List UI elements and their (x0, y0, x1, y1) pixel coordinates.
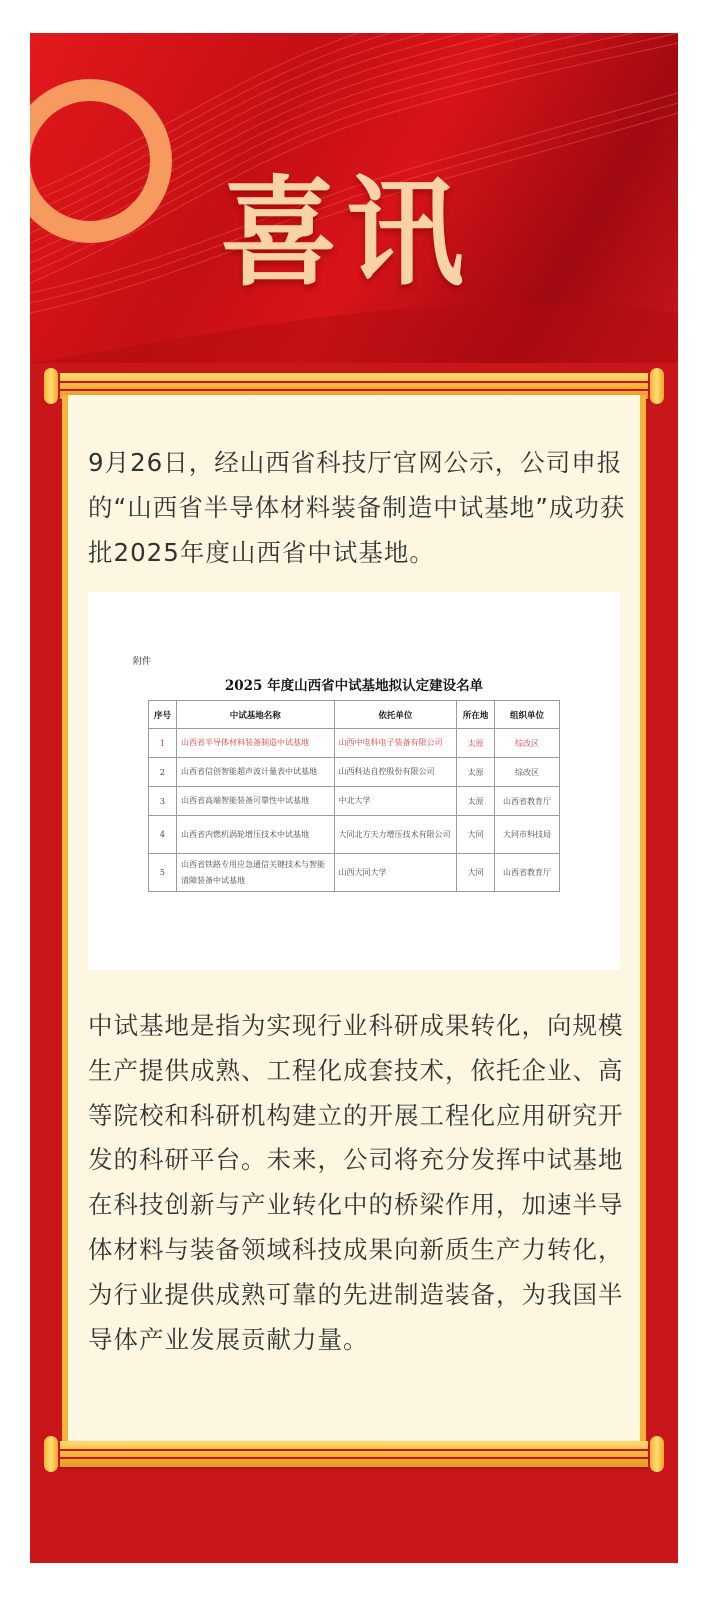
cell-host-unit: 大同北方天力增压技术有限公司 (334, 816, 457, 854)
banner-title: 喜讯 (220, 163, 473, 302)
cell-organizer: 山西省教育厅 (495, 787, 560, 816)
intro-paragraph: 9月26日，经山西省科技厅官网公示，公司申报的“山西省半导体材料装备制造中试基地”成功获批2025年度山西省中试基地。 (88, 448, 626, 567)
cell-index: 1 (149, 729, 177, 758)
cell-location: 太原 (457, 729, 495, 758)
attachment-label: 附件 (133, 657, 152, 667)
cell-location: 太原 (457, 787, 495, 816)
scroll-rod-bottom (46, 1441, 662, 1467)
document-image (88, 592, 620, 970)
cell-index: 2 (149, 758, 177, 787)
header-location: 所在地 (457, 701, 495, 729)
base-list-table (148, 700, 560, 892)
cell-host-unit: 山西中电科电子装备有限公司 (334, 729, 457, 758)
cell-organizer: 综改区 (495, 758, 560, 787)
table-row (149, 787, 560, 816)
cell-host-unit: 中北大学 (334, 787, 457, 816)
table-row (149, 729, 560, 758)
cell-base-name: 山西省高端智能装备可靠性中试基地 (176, 787, 334, 816)
cell-organizer: 综改区 (495, 729, 560, 758)
cell-base-name: 山西省信创智能超声波计量表中试基地 (176, 758, 334, 787)
body-paragraph: 中试基地是指为实现行业科研成果转化，向规模生产提供成熟、工程化成套技术，依托企业、高等院校和科研机构建立的开展工程化应用研究开发的科研平台。未来，公司将充分发挥中试基地在科技创新与产业转化中的桥梁作用，加速半导体材料与装备领域科技成果向新质生产力转化，为行业提供成熟可靠的先进制造装备，为我国半导体产业发展贡献力量。 (88, 1011, 624, 1354)
header-index: 序号 (149, 701, 177, 729)
cell-base-name: 山西省半导体材料装备制造中试基地 (176, 729, 334, 758)
cell-host-unit: 山西大同大学 (334, 854, 457, 892)
table-row (149, 854, 560, 892)
table-row (149, 758, 560, 787)
cell-location: 大同 (457, 816, 495, 854)
header-base-name: 中试基地名称 (176, 701, 334, 729)
cell-host-unit: 山西科达自控股份有限公司 (334, 758, 457, 787)
cell-location: 太原 (457, 758, 495, 787)
cell-location: 大同 (457, 854, 495, 892)
cell-organizer: 大同市科技局 (495, 816, 560, 854)
table-header-row (149, 701, 560, 729)
banner (30, 33, 678, 363)
table-row (149, 816, 560, 854)
cell-index: 4 (149, 816, 177, 854)
cell-index: 3 (149, 787, 177, 816)
cell-organizer: 山西省教育厅 (495, 854, 560, 892)
cell-base-name: 山西省铁路专用应急通信关键技术与智能清障装备中试基地 (176, 854, 334, 892)
document-title: 2025 年度山西省中试基地拟认定建设名单 (224, 678, 484, 694)
cell-base-name: 山西省内燃机涡轮增压技术中试基地 (176, 816, 334, 854)
header-host-unit: 依托单位 (334, 701, 457, 729)
header-organizer: 组织单位 (495, 701, 560, 729)
cell-index: 5 (149, 854, 177, 892)
